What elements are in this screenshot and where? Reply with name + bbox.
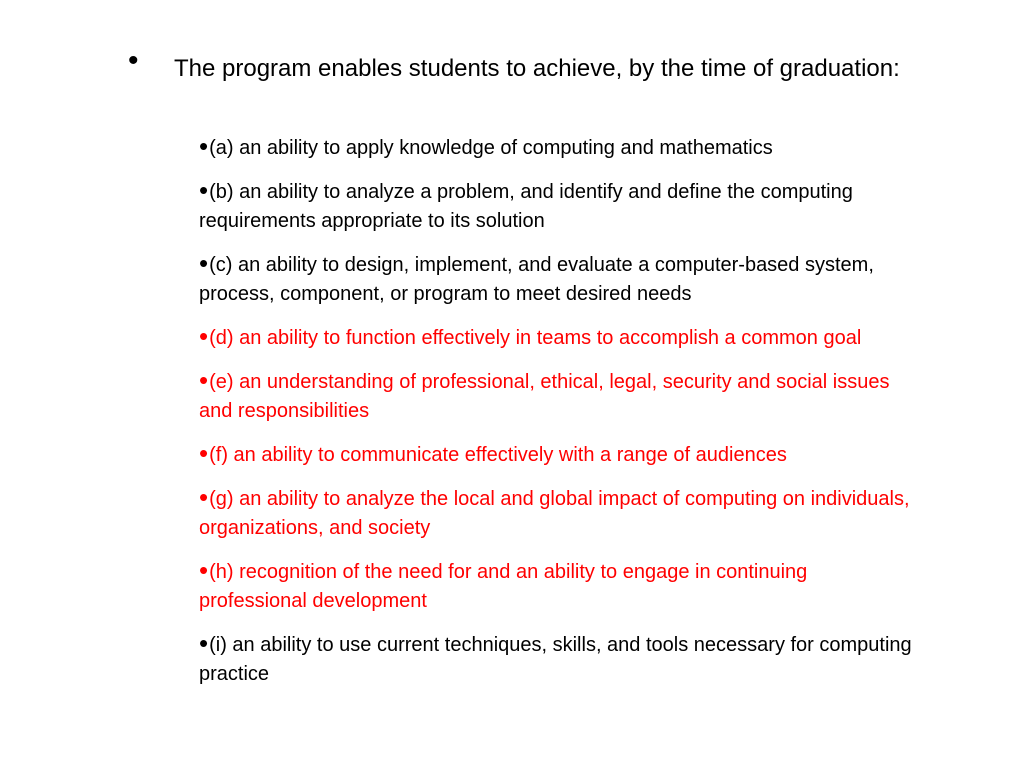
bullet-icon: • xyxy=(199,248,209,278)
outcome-e-text: (e) an understanding of professional, ethical, legal, security and social issues and responsibilities xyxy=(199,371,890,422)
outcome-b-text: (b) an ability to analyze a problem, and identify and define the computing requirements appropriate to its solution xyxy=(199,181,853,232)
outcome-b xyxy=(199,175,919,236)
bullet-icon: • xyxy=(199,482,209,512)
outcome-e xyxy=(199,365,919,426)
outcome-i xyxy=(199,628,919,689)
outcomes-list xyxy=(199,131,919,704)
outcome-f xyxy=(199,438,919,470)
outcome-i-text: (i) an ability to use current techniques, skills, and tools necessary for computing practice xyxy=(199,634,912,685)
outcome-c xyxy=(199,248,919,309)
main-bullet: • xyxy=(128,44,139,77)
bullet-icon: • xyxy=(199,321,209,351)
outcome-g xyxy=(199,482,919,543)
outcome-g-text: (g) an ability to analyze the local and global impact of computing on individuals, organizations, and society xyxy=(199,488,910,539)
outcome-h xyxy=(199,555,919,616)
bullet-icon: • xyxy=(199,131,209,161)
bullet-icon: • xyxy=(199,628,209,658)
bullet-icon: • xyxy=(199,438,209,468)
outcome-d-text: (d) an ability to function effectively in teams to accomplish a common goal xyxy=(209,327,862,349)
bullet-icon: • xyxy=(199,175,209,205)
outcome-h-text: (h) recognition of the need for and an ability to engage in continuing professional development xyxy=(199,561,808,612)
outcome-d xyxy=(199,321,919,353)
outcome-c-text: (c) an ability to design, implement, and evaluate a computer-based system, process, component, or program to meet desired needs xyxy=(199,254,874,305)
outcome-a xyxy=(199,131,919,163)
bullet-icon: • xyxy=(199,365,209,395)
bullet-icon: • xyxy=(199,555,209,585)
outcome-a-text: (a) an ability to apply knowledge of computing and mathematics xyxy=(209,137,773,159)
main-statement: The program enables students to achieve, by the time of graduation: xyxy=(174,55,900,82)
outcome-f-text: (f) an ability to communicate effectively with a range of audiences xyxy=(209,444,787,466)
